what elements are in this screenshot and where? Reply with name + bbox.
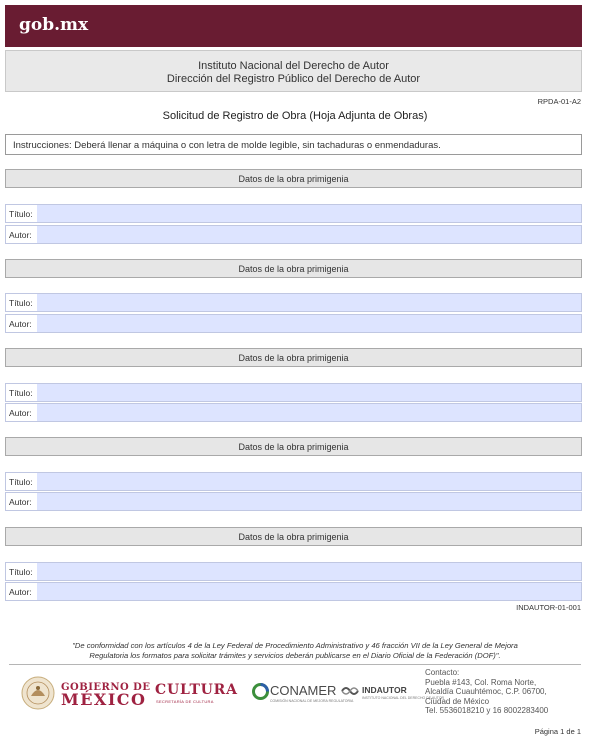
titulo-input[interactable] bbox=[37, 205, 581, 222]
contact-label: Contacto: bbox=[425, 668, 460, 677]
titulo-input[interactable] bbox=[37, 384, 581, 401]
conamer-subtitle: COMISIÓN NACIONAL DE MEJORA REGULATORIA bbox=[270, 699, 354, 703]
contact-address: Ciudad de México bbox=[425, 696, 490, 706]
autor-input[interactable] bbox=[37, 315, 581, 332]
section-header: Datos de la obra primigenia bbox=[5, 348, 582, 367]
contact-phone: Tel. 5536018210 y 16 8002283400 bbox=[425, 706, 549, 715]
autor-input[interactable] bbox=[37, 226, 581, 243]
gobierno-de-mexico-logo: GOBIERNO DE MÉXICO bbox=[61, 682, 151, 709]
legal-notice bbox=[24, 641, 566, 660]
instructions-box: Instrucciones: Deberá llenar a máquina o con letra de molde legible, sin tachaduras o enmendaduras. bbox=[5, 134, 582, 155]
autor-label: Autor: bbox=[9, 319, 32, 329]
cultura-subtitle: SECRETARÍA DE CULTURA bbox=[156, 699, 214, 704]
titulo-label: Título: bbox=[9, 298, 33, 308]
conamer-logo: CONAMER bbox=[270, 683, 337, 698]
indautor-logo-icon bbox=[340, 684, 360, 698]
autor-field-row bbox=[5, 492, 582, 511]
titulo-field-row bbox=[5, 293, 582, 312]
titulo-field-row bbox=[5, 204, 582, 223]
titulo-label: Título: bbox=[9, 567, 33, 577]
conamer-logo-icon bbox=[252, 683, 269, 700]
page-number: Página 1 de 1 bbox=[534, 727, 581, 736]
section-header: Datos de la obra primigenia bbox=[5, 437, 582, 456]
form-code: RPDA-01-A2 bbox=[537, 97, 581, 106]
autor-input[interactable] bbox=[37, 583, 581, 600]
titulo-input[interactable] bbox=[37, 473, 581, 490]
legal-notice-line: "De conformidad con los artículos 4 de la Ley Federal de Procedimiento Administrativo y 46 fracción VII de la Ley General de Mejora bbox=[72, 641, 518, 650]
titulo-label: Título: bbox=[9, 209, 33, 219]
titulo-field-row bbox=[5, 562, 582, 581]
contact-address: Puebla #143, Col. Roma Norte, bbox=[425, 677, 537, 687]
indautor-subtitle: INSTITUTO NACIONAL DEL DERECHO DE AUTOR bbox=[362, 696, 445, 700]
autor-field-row bbox=[5, 582, 582, 601]
autor-field-row bbox=[5, 225, 582, 244]
section-header: Datos de la obra primigenia bbox=[5, 527, 582, 546]
gobmx-logo[interactable]: gob.mx bbox=[19, 15, 89, 35]
mexico-coat-of-arms-icon bbox=[17, 676, 59, 710]
footer-divider bbox=[9, 664, 581, 665]
indautor-form-code: INDAUTOR-01-001 bbox=[516, 603, 581, 612]
titulo-input[interactable] bbox=[37, 563, 581, 580]
titulo-input[interactable] bbox=[37, 294, 581, 311]
autor-label: Autor: bbox=[9, 587, 32, 597]
titulo-label: Título: bbox=[9, 477, 33, 487]
autor-input[interactable] bbox=[37, 404, 581, 421]
form-title: Solicitud de Registro de Obra (Hoja Adjunta de Obras) bbox=[162, 110, 428, 122]
institution-name: Instituto Nacional del Derecho de Autor bbox=[198, 60, 389, 72]
contact-address: Alcaldía Cuauhtémoc, C.P. 06700, bbox=[425, 687, 547, 696]
header-bar bbox=[5, 5, 582, 47]
cultura-logo: CULTURA bbox=[155, 682, 238, 698]
autor-label: Autor: bbox=[9, 230, 32, 240]
indautor-logo: INDAUTOR bbox=[362, 685, 407, 695]
section-header: Datos de la obra primigenia bbox=[5, 259, 582, 278]
institution-department: Dirección del Registro Público del Derecho de Autor bbox=[166, 73, 421, 85]
autor-field-row bbox=[5, 403, 582, 422]
titulo-field-row bbox=[5, 472, 582, 491]
legal-notice-line: Regulatoria los formatos para solicitar trámites y servicios deberán publicarse en el Diario Oficial de la Federación (DOF)". bbox=[89, 650, 501, 660]
autor-field-row bbox=[5, 314, 582, 333]
autor-input[interactable] bbox=[37, 493, 581, 510]
contact-info bbox=[425, 668, 548, 716]
autor-label: Autor: bbox=[9, 497, 32, 507]
titulo-field-row bbox=[5, 383, 582, 402]
section-header: Datos de la obra primigenia bbox=[5, 169, 582, 188]
titulo-label: Título: bbox=[9, 388, 33, 398]
institution-box bbox=[5, 50, 582, 92]
autor-label: Autor: bbox=[9, 408, 32, 418]
